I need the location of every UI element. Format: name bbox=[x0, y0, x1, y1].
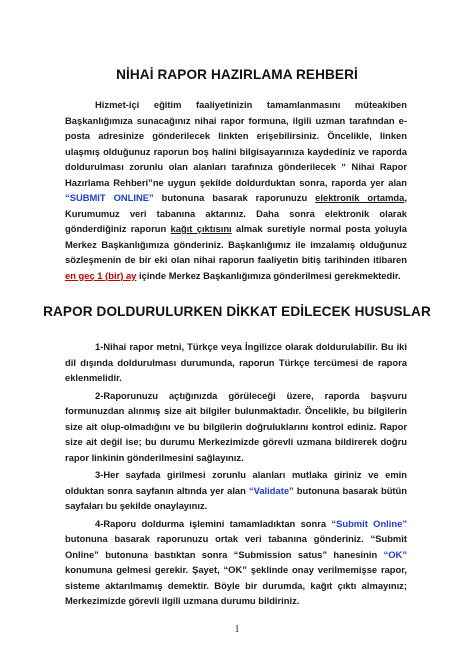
instruction-item-2: 2-Raporunuzu açtığınızda görüleceği üzere, raporda başvuru formunuzdan alınmış size ait bilgiler bulunmaktadır. Öncelikle, bu bilgilerin size ait olup-olmadığını ve bu bilgilerin doğruluklarını kontrol ediniz. Rapor size ait değil ise; bu durumu Merkezimizde görevli uzmana bildirerek doğru rapor linkinin gönderilmesini sağlayınız. bbox=[65, 389, 407, 463]
ok-status-mention: “OK” bbox=[383, 548, 407, 560]
electronic-medium-emphasis: elektronik ortamda bbox=[315, 192, 405, 203]
validate-button-mention: “Validate” bbox=[248, 484, 294, 496]
instructions-list bbox=[65, 339, 407, 611]
intro-text-2: butonuna basarak raporunuzu bbox=[153, 192, 316, 203]
instruction-item-1: 1-Nihai rapor metni, Türkçe veya İngilizce olarak doldurulabilir. Bu iki dil dışında doldurulması durumunda, raporun Türkçe tercümesi de rapora eklenmelidir. bbox=[65, 341, 407, 383]
intro-text-4: almak suretiyle normal posta yoluyla Merkez Başkanlığımıza gönderiniz. Başkanlığımız ile imzalamış olduğunuz sözleşmenin de bir eki olan nihai raporun faaliyetin bitiş tarihinden itibaren bbox=[65, 223, 408, 265]
submit-online-mention: “SUBMIT ONLINE” bbox=[65, 192, 154, 203]
instruction-4-text-c: konumuna gelmesi gerekir. Şayet, “OK” şeklinde onay verilmemişse rapor, sisteme aktarılmamış demektir. Böyle bir durumda, kağıt çıktı almayınız; Merkezimizde görevli ilgili uzmana durumu bildiriniz. bbox=[65, 564, 407, 606]
intro-text-3: , Kurumumuz veri tabanına aktarınız. Daha sonra elektronik olarak gönderdiğiniz raporun bbox=[65, 192, 407, 234]
paper-printout-emphasis: kağıt çıktısını bbox=[170, 223, 232, 234]
deadline-emphasis: en geç 1 (bir) ay bbox=[65, 269, 137, 281]
instruction-3-text-a: 3-Her sayfada girilmesi zorunlu alanları mutlaka giriniz ve emin olduktan sonra sayfanın altında yer alan bbox=[65, 469, 407, 496]
instruction-3-text-b: butonuna basarak bütün sayfaları bu şekilde onaylayınız. bbox=[65, 484, 407, 511]
instruction-item-4 bbox=[65, 516, 407, 609]
section-heading: RAPOR DOLDURULURKEN DİKKAT EDİLECEK HUSUSLAR bbox=[43, 304, 431, 319]
intro-paragraph bbox=[65, 97, 407, 285]
intro-text bbox=[65, 97, 407, 283]
page-number: 1 bbox=[234, 624, 240, 635]
instruction-4-text-a: 4-Raporu doldurma işlemini tamamladıktan sonra bbox=[95, 517, 332, 529]
intro-text-1: Hizmet-içi eğitim faaliyetinizin tamamlanmasını müteakiben Başkanlığımıza sunacağınız nihai rapor formuna, ilgili uzman tarafından e-posta adresinize gönderilecek linkten erişebilirsiniz. Öncelikle, linken ulaşmış olduğunuz raporun boş halini bilgisayarınıza kaydediniz ve raporda doldurulması zorunlu olan alanları tarafınıza gönderilecek “ Nihai Rapor Hazırlama Rehberi”ne uygun şekilde doldurduktan sonra, raporda yer alan bbox=[65, 99, 407, 188]
submit-online-button-mention: “Submit Online” bbox=[331, 517, 408, 529]
instruction-item-3 bbox=[65, 467, 407, 514]
intro-text-5: içinde Merkez Başkanlığımıza gönderilmesi gerekmektedir. bbox=[136, 269, 401, 281]
instruction-4-text-b: butonuna basarak raporunuzu ortak veri tabanına gönderiniz. “Submit Online” butonuna bastıktan sonra “Submission satus” hanesinin bbox=[65, 533, 407, 560]
document-title: NİHAİ RAPOR HAZIRLAMA REHBERİ bbox=[116, 67, 358, 82]
